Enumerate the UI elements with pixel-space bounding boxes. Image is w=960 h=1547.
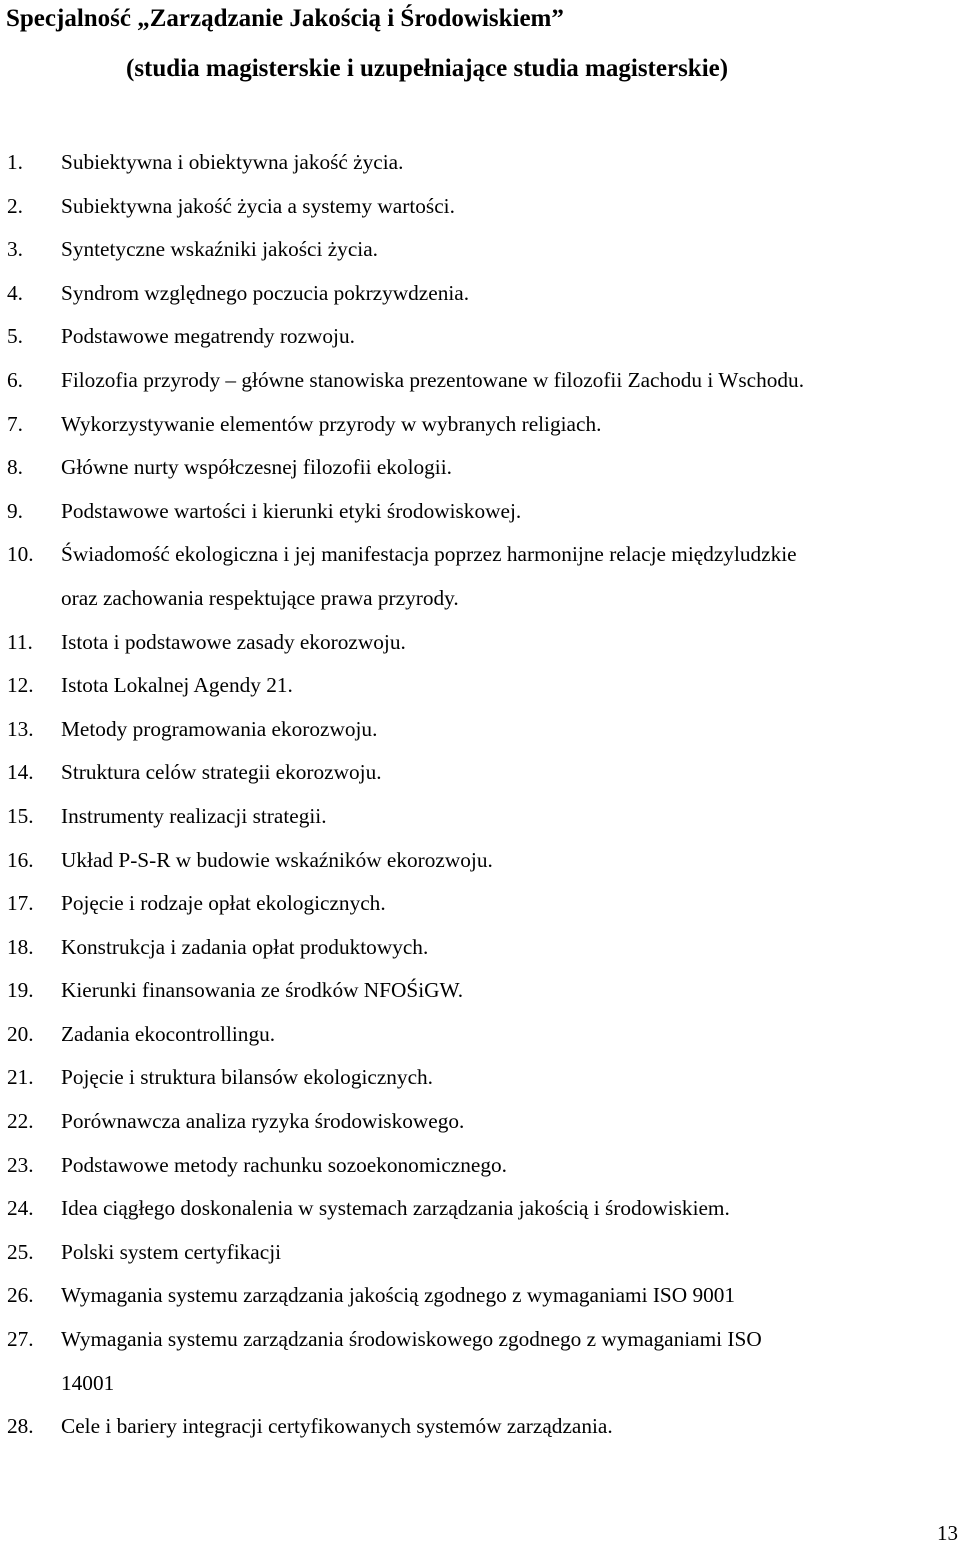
topic-number: 16. (7, 847, 34, 872)
topic-number: 26. (7, 1283, 34, 1308)
topic-item (0, 621, 960, 665)
topic-text: Idea ciągłego doskonalenia w systemach zarządzania jakością i środowiskiem. (61, 1196, 730, 1221)
topic-number: 5. (7, 324, 23, 349)
topic-item (0, 403, 960, 447)
topic-text: Zadania ekocontrollingu. (61, 1021, 276, 1046)
topic-text: Istota Lokalnej Agendy 21. (61, 673, 293, 698)
topic-number: 23. (7, 1152, 34, 1177)
topic-text: Polski system certyfikacji (61, 1239, 282, 1264)
topic-text: Syndrom względnego poczucia pokrzywdzenia. (61, 280, 470, 305)
topic-number: 13. (7, 716, 34, 741)
topic-item (0, 839, 960, 883)
topic-text: Wymagania systemu zarządzania środowiskowego zgodnego z wymaganiami ISO (61, 1327, 762, 1352)
topic-number: 7. (7, 411, 23, 436)
topic-number: 10. (7, 542, 34, 567)
topic-text: Filozofia przyrody – główne stanowiska prezentowane w filozofii Zachodu i Wschodu. (61, 367, 805, 392)
topic-item-continuation (0, 577, 960, 621)
topic-number: 3. (7, 237, 23, 262)
topic-item (0, 228, 960, 272)
topic-item (0, 141, 960, 185)
topic-item (0, 1187, 960, 1231)
document-title: Specjalność „Zarządzanie Jakością i Środowiskiem” (6, 5, 564, 32)
topic-number: 18. (7, 934, 34, 959)
topic-text: Syntetyczne wskaźniki jakości życia. (61, 237, 378, 262)
topic-text: Wymagania systemu zarządzania jakością zgodnego z wymaganiami ISO 9001 (61, 1283, 736, 1308)
topic-text: oraz zachowania respektujące prawa przyrody. (61, 585, 459, 610)
document-subtitle: (studia magisterskie i uzupełniające studia magisterskie) (126, 55, 729, 82)
topic-item (0, 533, 960, 577)
topic-number: 22. (7, 1109, 34, 1134)
topic-text: Kierunki finansowania ze środków NFOŚiGW. (61, 978, 464, 1003)
topic-text: Główne nurty współczesnej filozofii ekologii. (61, 455, 452, 480)
topic-number (0, 1362, 61, 1406)
topic-number: 14. (7, 760, 34, 785)
topic-item (0, 1100, 960, 1144)
topic-item (0, 708, 960, 752)
topic-text: Pojęcie i struktura bilansów ekologicznych. (61, 1065, 434, 1090)
topic-text: Porównawcza analiza ryzyka środowiskowego. (61, 1109, 465, 1134)
topic-text: Cele i bariery integracji certyfikowanych systemów zarządzania. (61, 1414, 613, 1439)
topic-number: 9. (7, 498, 23, 523)
topic-text: Istota i podstawowe zasady ekorozwoju. (61, 629, 406, 654)
topic-number: 4. (7, 280, 23, 305)
topic-item (0, 446, 960, 490)
topic-text: Podstawowe wartości i kierunki etyki środowiskowej. (61, 498, 522, 523)
topic-number: 27. (7, 1327, 34, 1352)
topic-number: 19. (7, 978, 34, 1003)
topic-item (0, 490, 960, 534)
topic-number: 24. (7, 1196, 34, 1221)
topic-item (0, 1405, 960, 1449)
topic-text: Metody programowania ekorozwoju. (61, 716, 378, 741)
topic-number: 17. (7, 891, 34, 916)
topic-item (0, 795, 960, 839)
topic-number: 1. (7, 150, 23, 174)
topic-text: Konstrukcja i zadania opłat produktowych. (61, 934, 429, 959)
topic-text: Struktura celów strategii ekorozwoju. (61, 760, 382, 785)
topic-text: Instrumenty realizacji strategii. (61, 803, 327, 828)
topic-item (0, 1231, 960, 1275)
topic-item (0, 1318, 960, 1362)
topic-number: 8. (7, 455, 23, 480)
topic-item (0, 185, 960, 229)
topic-number: 21. (7, 1065, 34, 1090)
topic-text: Podstawowe megatrendy rozwoju. (61, 324, 355, 349)
topic-item (0, 1144, 960, 1188)
page-number: 13 (937, 1521, 958, 1545)
topic-item-continuation (0, 1362, 960, 1406)
topic-number: 25. (7, 1239, 34, 1264)
topic-text: Podstawowe metody rachunku sozoekonomicznego. (61, 1152, 507, 1177)
topic-text: Subiektywna i obiektywna jakość życia. (61, 150, 404, 174)
topic-item (0, 751, 960, 795)
topic-item (0, 1056, 960, 1100)
topic-number: 20. (7, 1021, 34, 1046)
topic-item (0, 926, 960, 970)
topic-item (0, 882, 960, 926)
topic-text: Układ P-S-R w budowie wskaźników ekorozwoju. (61, 847, 493, 872)
topic-list (0, 141, 960, 1449)
topic-item (0, 315, 960, 359)
topic-item (0, 664, 960, 708)
topic-number: 15. (7, 803, 34, 828)
topic-item (0, 272, 960, 316)
topic-item (0, 1274, 960, 1318)
topic-number: 28. (7, 1414, 34, 1439)
topic-text: 14001 (61, 1370, 115, 1395)
topic-text: Świadomość ekologiczna i jej manifestacja poprzez harmonijne relacje międzyludzkie (61, 542, 797, 567)
topic-number: 11. (7, 629, 33, 654)
topic-number (0, 577, 61, 621)
topic-number: 6. (7, 367, 23, 392)
topic-text: Pojęcie i rodzaje opłat ekologicznych. (61, 891, 386, 916)
topic-number: 2. (7, 193, 23, 218)
topic-text: Wykorzystywanie elementów przyrody w wybranych religiach. (61, 411, 602, 436)
topic-text: Subiektywna jakość życia a systemy wartości. (61, 193, 455, 218)
topic-item (0, 359, 960, 403)
topic-item (0, 969, 960, 1013)
topic-item (0, 1013, 960, 1057)
topic-number: 12. (7, 673, 34, 698)
